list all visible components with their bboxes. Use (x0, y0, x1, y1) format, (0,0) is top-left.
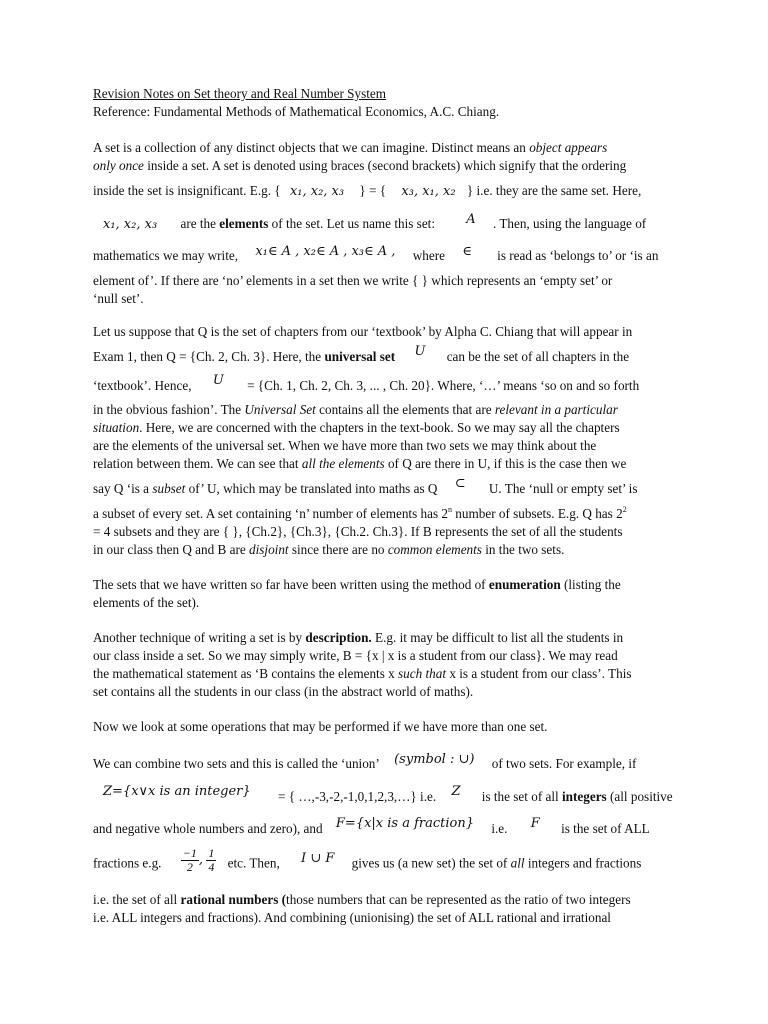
bold-term: rational numbers ( (180, 892, 287, 907)
emphasis: all the elements (301, 456, 385, 471)
p2-line-2 (93, 344, 630, 367)
p6-line-5 (93, 891, 631, 909)
example-fractions: $\frac{-1}{2}$ , $\frac{1}{4}$ (182, 846, 215, 874)
p5-line-1: Now we look at some operations that may be performed if we have more than one set. (93, 719, 548, 734)
p3-line-1 (93, 576, 621, 594)
text: say Q ‘is a (93, 481, 153, 496)
text: (listing the (560, 577, 621, 592)
text: We can combine two sets and this is called the ‘union’ (93, 756, 379, 771)
p2-line-7 (93, 455, 626, 473)
text: contains all the elements that are (315, 402, 495, 417)
emphasis: all (510, 855, 525, 871)
text: i.e. the set of all (93, 892, 181, 907)
math-union-i-f: I ∪ F (301, 850, 335, 866)
text: in our class then Q and B are (93, 542, 250, 557)
emphasis: Universal Set (244, 402, 316, 417)
reference-line: Reference: Fundamental Methods of Mathematical Economics, A.C. Chiang. (93, 104, 500, 119)
text: . Here, we are concerned with the chapters in the text-book. So we may say all the chapters (139, 420, 620, 435)
emphasis: subset (152, 481, 186, 496)
text: are the (180, 216, 220, 231)
superscript: 2 (622, 505, 627, 514)
emphasis: object appears (529, 140, 608, 155)
denominator: 4 (208, 860, 215, 874)
p2-line-5 (93, 419, 620, 437)
emphasis: disjoint (249, 542, 289, 557)
text: . Then, using the language of (492, 216, 647, 231)
text: etc. Then, (227, 855, 280, 871)
text: number of subsets. E.g. Q has 2 (452, 506, 623, 521)
text: those numbers that can be represented as the ratio of two integers (286, 892, 631, 907)
text: is the set of all (481, 789, 563, 804)
math-elements: x₁, x₂, x₃ (103, 217, 158, 232)
p2-line-11 (93, 541, 564, 559)
math-union-symbol: (symbol : ∪) (394, 752, 475, 767)
emphasis: situation (93, 420, 140, 435)
p6-line-1 (93, 752, 637, 774)
text: x is a student from our class’. This (446, 666, 632, 681)
p1-line-3 (93, 182, 641, 201)
text: fractions e.g. (93, 855, 162, 871)
text: (all positive (606, 789, 673, 804)
text: and negative whole numbers and zero), and (93, 821, 323, 836)
p2-line-3 (93, 373, 640, 396)
math-set-z: Z (451, 784, 461, 799)
bold-term: description. (305, 630, 372, 645)
document-title: Revision Notes on Set theory and Real Number System (93, 86, 387, 101)
text: } = { (359, 183, 387, 198)
text: = {Ch. 1, Ch. 2, Ch. 3, ... , Ch. 20}. Where, ‘…’ means ‘so on and so forth (247, 378, 640, 393)
p1-line-7: ‘null set’. (93, 291, 144, 306)
p1-line-5 (93, 244, 659, 266)
math-membership: x₁∈ A , x₂∈ A , x₃∈ A , (255, 244, 396, 259)
p2-line-4 (93, 401, 618, 419)
p4-line-3 (93, 665, 632, 683)
p1-line-1 (93, 139, 607, 157)
bold-term: integers (562, 789, 607, 804)
emphasis: such that (398, 666, 447, 681)
text: mathematics we may write, (93, 248, 239, 263)
p6-line-4 (93, 846, 642, 878)
superscript: n (448, 505, 452, 514)
text: ‘textbook’. Hence, (93, 378, 192, 393)
numerator: 1 (208, 846, 215, 860)
p1-line-2 (93, 157, 626, 175)
fraction-quarter (206, 847, 216, 874)
text: since there are no (288, 542, 388, 557)
text: gives us (a new set) the set of (351, 855, 511, 871)
p6-line-6: i.e. ALL integers and fractions). And combining (unionising) the set of ALL rational and irrational (93, 910, 611, 925)
text: in the two sets. (481, 542, 565, 557)
bold-term: universal set (324, 349, 396, 364)
text: where (412, 248, 445, 263)
text: of two sets. For example, if (491, 756, 637, 771)
text: E.g. it may be difficult to list all the students in (371, 630, 624, 645)
subset-symbol: ⊂ (454, 476, 466, 491)
text: a subset of every set. A set containing ‘n’ number of elements has 2 (93, 506, 448, 521)
p6-line-2 (93, 784, 673, 807)
text: } i.e. they are the same set. Here, (466, 183, 642, 198)
text: U. The ‘null or empty set’ is (488, 481, 638, 496)
math-set-f: F (530, 816, 540, 831)
p4-line-2: our class inside a set. So we may simply write, B = {x | x is a student from our class}. We may read (93, 648, 618, 663)
text: inside a set. A set is denoted using braces (second brackets) which signify that the ordering (143, 158, 627, 173)
text: is the set of ALL (561, 821, 650, 836)
text: i.e. (491, 821, 508, 836)
text: of the set. Let us name this set: (268, 216, 435, 231)
math-fraction-set: F={x|x is a fraction} (335, 816, 475, 831)
p6-line-3 (93, 816, 650, 839)
math-universal-u: U (212, 373, 224, 388)
text: The sets that we have written so far have been written using the method of (93, 577, 489, 592)
p2-line-9 (93, 505, 627, 523)
bold-term: elements (219, 216, 269, 231)
emphasis: relevant in a particular (494, 402, 618, 417)
text: the mathematical statement as ‘B contains the elements x (93, 666, 399, 681)
text: of’ U, which may be translated into maths as Q (185, 481, 438, 496)
emphasis: only once (93, 158, 144, 173)
numerator: −1 (182, 846, 197, 860)
element-of-symbol: ∈ (462, 244, 472, 259)
p2-line-6: are the elements of the universal set. When we have more than two sets we may think about the (93, 438, 597, 453)
text: = { …,-3,-2,-1,0,1,2,3,…} i.e. (277, 789, 437, 804)
text: Another technique of writing a set is by (93, 630, 306, 645)
text: of Q are there in U, if this is the case then we (384, 456, 627, 471)
math-set-x312: x₃, x₁, x₂ (401, 184, 456, 199)
p4-line-4: set contains all the students in our class (in the abstract world of maths). (93, 684, 474, 699)
p2-line-8 (93, 476, 638, 499)
text: inside the set is insignificant. E.g. { (93, 183, 281, 198)
p2-line-1: Let us suppose that Q is the set of chapters from our ‘textbook’ by Alpha C. Chiang that will appear in (93, 324, 633, 339)
math-integer-set: Z={x∨x is an integer} (103, 784, 251, 799)
math-set-x123: x₁, x₂, x₃ (289, 184, 345, 199)
text: integers and fractions (524, 855, 642, 871)
text: Exam 1, then Q = {Ch. 2, Ch. 3}. Here, the (93, 349, 325, 364)
p1-line-6: element of’. If there are ‘no’ elements in a set then we write { } which represents an ‘empty set’ or (93, 273, 613, 288)
denominator: 2 (186, 860, 193, 874)
text: can be the set of all chapters in the (446, 349, 630, 364)
text: in the obvious fashion’. The (93, 402, 245, 417)
p3-line-2: elements of the set). (93, 595, 200, 610)
text: is read as ‘belongs to’ or ‘is an (497, 248, 659, 263)
bold-term: enumeration (488, 577, 561, 592)
math-set-a: A (466, 212, 476, 227)
p1-line-4 (93, 212, 647, 234)
p2-line-10: = 4 subsets and they are { }, {Ch.2}, {Ch.3}, {Ch.2. Ch.3}. If B represents the set of all the students (93, 524, 623, 539)
emphasis: common elements (387, 542, 482, 557)
fraction-minus-half (181, 847, 199, 874)
text: A set is a collection of any distinct objects that we can imagine. Distinct means an (93, 140, 530, 155)
p4-line-1 (93, 629, 623, 647)
text: relation between them. We can see that (93, 456, 302, 471)
math-universal-u: U (414, 344, 426, 359)
